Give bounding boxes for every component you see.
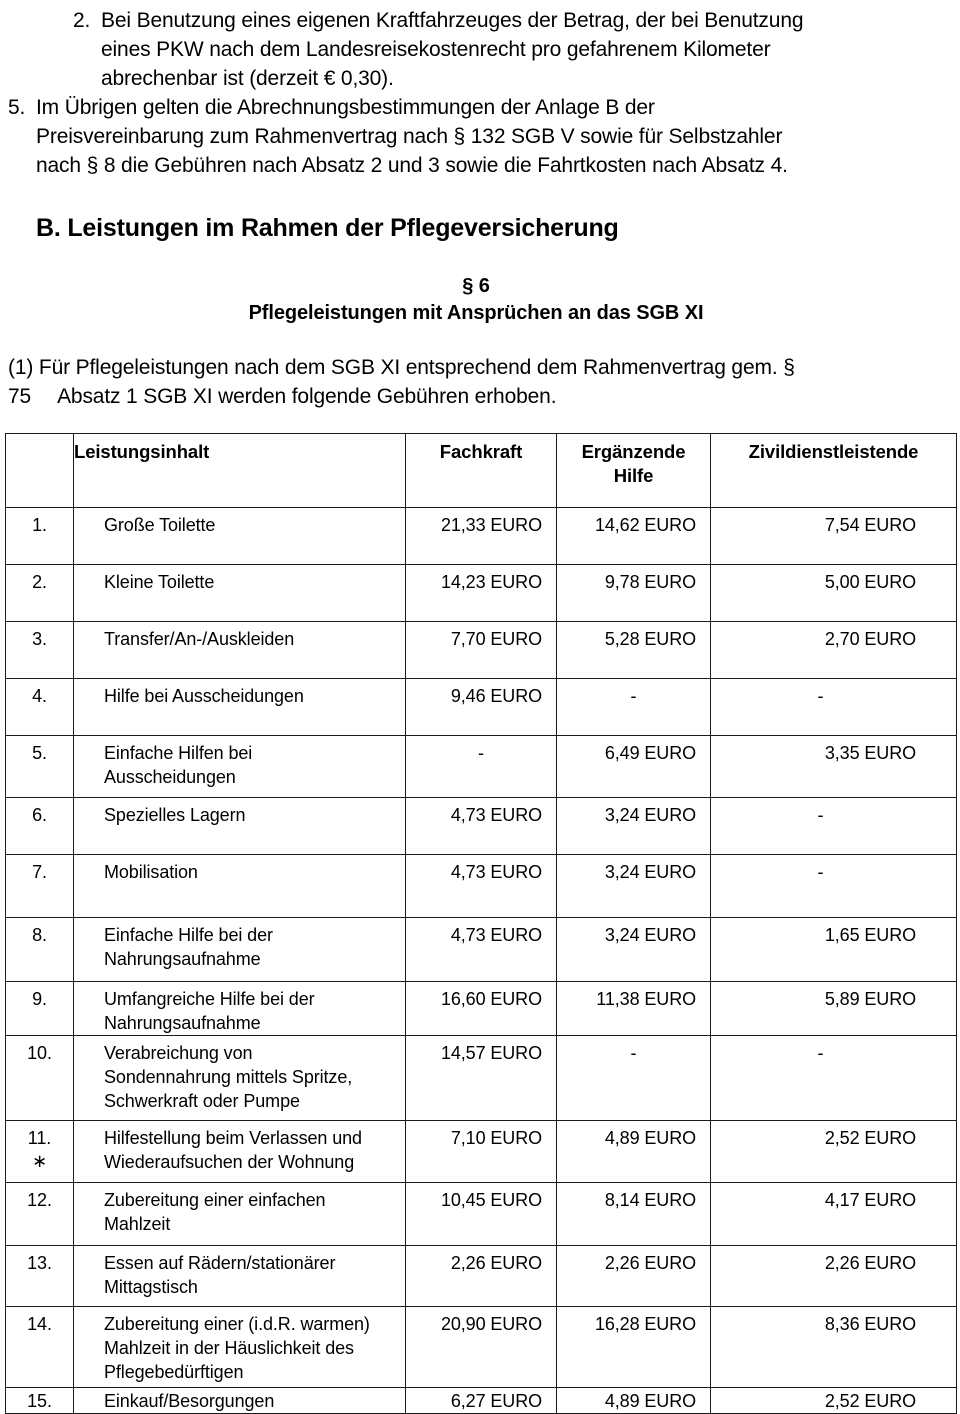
- cell-leistungsinhalt-line: Schwerkraft oder Pumpe: [104, 1091, 300, 1111]
- cell-leistungsinhalt-line: Ausscheidungen: [104, 767, 236, 787]
- cell-leistungsinhalt-line: Hilfestellung beim Verlassen und: [104, 1128, 362, 1148]
- cell-leistungsinhalt: [74, 1388, 406, 1414]
- cell-index-value: 13.: [27, 1253, 52, 1273]
- cell-index: [6, 1036, 74, 1121]
- column-header-leistungsinhalt: Leistungsinhalt: [74, 434, 406, 508]
- cell-fachkraft-value: 4,73 EURO: [406, 798, 557, 855]
- cell-ergaenzende-value: 2,26 EURO: [557, 1246, 711, 1307]
- column-header-ergaenzende-hilfe-line1: Ergänzende: [581, 441, 686, 462]
- cell-zivildienst-value: -: [711, 855, 957, 918]
- cell-fachkraft-value: 14,57 EURO: [406, 1036, 557, 1121]
- cell-leistungsinhalt-line: Zubereitung einer (i.d.R. warmen): [104, 1314, 370, 1334]
- intro-item: [0, 93, 960, 180]
- cell-leistungsinhalt-line: Große Toilette: [104, 515, 216, 535]
- table-row: [6, 1246, 957, 1307]
- cell-zivildienst-value: -: [711, 1036, 957, 1121]
- table-row: [6, 1307, 957, 1388]
- cell-leistungsinhalt: [74, 679, 406, 736]
- cell-index: [6, 798, 74, 855]
- cell-zivildienst-value: 5,00 EURO: [711, 565, 957, 622]
- cell-zivildienst-value: -: [711, 679, 957, 736]
- cell-index-value: 7.: [32, 862, 47, 882]
- cell-index-value: 15.: [27, 1391, 52, 1411]
- fee-table-container: [0, 433, 960, 1414]
- cell-zivildienst-value: 2,26 EURO: [711, 1246, 957, 1307]
- cell-index: [6, 1307, 74, 1388]
- table-row: [6, 1036, 957, 1121]
- cell-leistungsinhalt: [74, 622, 406, 679]
- cell-ergaenzende-value: 5,28 EURO: [557, 622, 711, 679]
- cell-leistungsinhalt-line: Spezielles Lagern: [104, 805, 246, 825]
- cell-leistungsinhalt-line: Hilfe bei Ausscheidungen: [104, 686, 304, 706]
- cell-zivildienst-value: 1,65 EURO: [711, 918, 957, 982]
- cell-zivildienst-value: 3,35 EURO: [711, 736, 957, 798]
- fee-table-body: [6, 508, 957, 1414]
- cell-index-value: 4.: [32, 686, 47, 706]
- cell-leistungsinhalt: [74, 565, 406, 622]
- cell-ergaenzende-value: 3,24 EURO: [557, 918, 711, 982]
- cell-leistungsinhalt-line: Umfangreiche Hilfe bei der: [104, 989, 315, 1009]
- cell-index: [6, 1121, 74, 1183]
- paragraph-subtitle: Pflegeleistungen mit Ansprüchen an das SGB XI: [248, 302, 704, 324]
- intro-item-line: nach § 8 die Gebühren nach Absatz 2 und 3 sowie die Fahrtkosten nach Absatz 4.: [36, 154, 788, 177]
- table-row: [6, 622, 957, 679]
- fee-table: [5, 433, 957, 1414]
- cell-leistungsinhalt: [74, 1121, 406, 1183]
- table-row: [6, 508, 957, 565]
- cell-leistungsinhalt: [74, 508, 406, 565]
- cell-leistungsinhalt-line: Kleine Toilette: [104, 572, 215, 592]
- lead-line-2-marker: 75: [8, 385, 32, 408]
- cell-index: [6, 736, 74, 798]
- cell-ergaenzende-value: 16,28 EURO: [557, 1307, 711, 1388]
- cell-ergaenzende-value: 3,24 EURO: [557, 855, 711, 918]
- cell-index: [6, 1246, 74, 1307]
- cell-index: [6, 855, 74, 918]
- cell-leistungsinhalt-line: Zubereitung einer einfachen: [104, 1190, 326, 1210]
- table-row: [6, 1183, 957, 1246]
- intro-item: [0, 6, 960, 93]
- cell-ergaenzende-value: 6,49 EURO: [557, 736, 711, 798]
- fee-table-head: [6, 434, 957, 508]
- table-row: [6, 736, 957, 798]
- cell-zivildienst-value: 2,52 EURO: [711, 1121, 957, 1183]
- intro-item-body: [101, 6, 960, 93]
- cell-leistungsinhalt-line: Einkauf/Besorgungen: [104, 1391, 275, 1411]
- cell-index: [6, 918, 74, 982]
- cell-fachkraft-value: 6,27 EURO: [406, 1388, 557, 1414]
- intro-item-line: Im Übrigen gelten die Abrechnungsbestimmungen der Anlage B der: [36, 96, 655, 119]
- cell-leistungsinhalt-line: Mittagstisch: [104, 1277, 198, 1297]
- cell-leistungsinhalt-line: Verabreichung von: [104, 1043, 253, 1063]
- cell-leistungsinhalt: [74, 982, 406, 1036]
- intro-item-body: [36, 93, 960, 180]
- cell-index-value: 10.: [27, 1043, 52, 1063]
- cell-zivildienst-value: 2,70 EURO: [711, 622, 957, 679]
- table-header-row: [6, 434, 957, 508]
- cell-index: [6, 565, 74, 622]
- cell-leistungsinhalt: [74, 1183, 406, 1246]
- table-row: [6, 565, 957, 622]
- cell-leistungsinhalt-line: Mobilisation: [104, 862, 198, 882]
- cell-index: [6, 1183, 74, 1246]
- intro-item-marker: 2.: [73, 9, 91, 32]
- cell-index-value: 12.: [27, 1190, 52, 1210]
- cell-index-value: 5.: [32, 743, 47, 763]
- table-row: [6, 679, 957, 736]
- cell-fachkraft-value: 7,10 EURO: [406, 1121, 557, 1183]
- intro-item-line: Bei Benutzung eines eigenen Kraftfahrzeuges der Betrag, der bei Benutzung: [101, 9, 804, 32]
- cell-fachkraft-value: 10,45 EURO: [406, 1183, 557, 1246]
- cell-zivildienst-value: 4,17 EURO: [711, 1183, 957, 1246]
- lead-line-1: (1) Für Pflegeleistungen nach dem SGB XI entsprechend dem Rahmenvertrag gem. §: [8, 356, 795, 379]
- cell-index: [6, 508, 74, 565]
- column-header-zivildienstleistende: Zivildienstleistende: [711, 434, 957, 508]
- cell-index-value: 1.: [32, 515, 47, 535]
- section-title: B. Leistungen im Rahmen der Pflegeversicherung: [36, 214, 619, 242]
- cell-fachkraft-value: 21,33 EURO: [406, 508, 557, 565]
- cell-zivildienst-value: -: [711, 798, 957, 855]
- column-header-fachkraft: Fachkraft: [406, 434, 557, 508]
- cell-leistungsinhalt: [74, 1246, 406, 1307]
- table-row: [6, 855, 957, 918]
- intro-item-line: abrechenbar ist (derzeit € 0,30).: [101, 67, 394, 90]
- cell-zivildienst-value: 7,54 EURO: [711, 508, 957, 565]
- cell-zivildienst-value: 5,89 EURO: [711, 982, 957, 1036]
- cell-fachkraft-value: 2,26 EURO: [406, 1246, 557, 1307]
- cell-index-value: 9.: [32, 989, 47, 1009]
- cell-fachkraft-value: 20,90 EURO: [406, 1307, 557, 1388]
- table-row: [6, 918, 957, 982]
- paragraph-heading: [0, 273, 960, 327]
- cell-index-value: 6.: [32, 805, 47, 825]
- cell-fachkraft-value: 4,73 EURO: [406, 918, 557, 982]
- cell-leistungsinhalt-line: Sondennahrung mittels Spritze,: [104, 1067, 353, 1087]
- paragraph-number: § 6: [462, 275, 490, 297]
- cell-fachkraft-value: 14,23 EURO: [406, 565, 557, 622]
- column-header-ergaenzende-hilfe-line2: Hilfe: [613, 465, 654, 486]
- cell-leistungsinhalt-line: Wiederaufsuchen der Wohnung: [104, 1152, 355, 1172]
- cell-leistungsinhalt: [74, 1036, 406, 1121]
- cell-index: [6, 679, 74, 736]
- cell-leistungsinhalt: [74, 798, 406, 855]
- cell-leistungsinhalt-line: Essen auf Rädern/stationärer: [104, 1253, 336, 1273]
- column-header-index: [6, 434, 74, 508]
- cell-leistungsinhalt: [74, 855, 406, 918]
- cell-ergaenzende-value: 8,14 EURO: [557, 1183, 711, 1246]
- cell-leistungsinhalt-line: Nahrungsaufnahme: [104, 1013, 261, 1033]
- cell-zivildienst-value: 2,52 EURO: [711, 1388, 957, 1414]
- cell-leistungsinhalt: [74, 918, 406, 982]
- intro-item-line: Preisvereinbarung zum Rahmenvertrag nach § 132 SGB V sowie für Selbstzahler: [36, 125, 783, 148]
- column-header-ergaenzende-hilfe: [557, 434, 711, 508]
- cell-zivildienst-value: 8,36 EURO: [711, 1307, 957, 1388]
- intro-paragraph-list: [0, 0, 960, 180]
- cell-fachkraft-value: 16,60 EURO: [406, 982, 557, 1036]
- table-row: [6, 982, 957, 1036]
- cell-ergaenzende-value: 4,89 EURO: [557, 1121, 711, 1183]
- cell-leistungsinhalt-line: Mahlzeit in der Häuslichkeit des: [104, 1338, 354, 1358]
- cell-ergaenzende-value: 3,24 EURO: [557, 798, 711, 855]
- table-row: [6, 798, 957, 855]
- cell-index: [6, 1388, 74, 1414]
- cell-index-value: 8.: [32, 925, 47, 945]
- cell-leistungsinhalt-line: Einfache Hilfe bei der: [104, 925, 273, 945]
- cell-fachkraft-value: 9,46 EURO: [406, 679, 557, 736]
- cell-ergaenzende-value: 11,38 EURO: [557, 982, 711, 1036]
- table-row: [6, 1121, 957, 1183]
- cell-leistungsinhalt-line: Pflegebedürftigen: [104, 1362, 244, 1382]
- cell-leistungsinhalt-line: Nahrungsaufnahme: [104, 949, 261, 969]
- cell-leistungsinhalt-line: Einfache Hilfen bei: [104, 743, 253, 763]
- lead-paragraph: [0, 353, 960, 411]
- table-row: [6, 1388, 957, 1414]
- cell-index-value: 3.: [32, 629, 47, 649]
- intro-item-marker: 5.: [8, 96, 26, 119]
- cell-ergaenzende-value: -: [557, 1036, 711, 1121]
- cell-ergaenzende-value: 9,78 EURO: [557, 565, 711, 622]
- cell-leistungsinhalt: [74, 736, 406, 798]
- cell-leistungsinhalt-line: Transfer/An-/Auskleiden: [104, 629, 295, 649]
- lead-line-2: [8, 382, 960, 411]
- cell-fachkraft-value: 7,70 EURO: [406, 622, 557, 679]
- lead-line-2-text: Absatz 1 SGB XI werden folgende Gebühren erhoben.: [57, 385, 557, 408]
- cell-ergaenzende-value: -: [557, 679, 711, 736]
- cell-index: [6, 622, 74, 679]
- cell-index-value: 14.: [27, 1314, 52, 1334]
- footnote-asterisk: ∗: [32, 1151, 47, 1171]
- cell-fachkraft-value: 4,73 EURO: [406, 855, 557, 918]
- cell-leistungsinhalt-line: Mahlzeit: [104, 1214, 171, 1234]
- cell-ergaenzende-value: 14,62 EURO: [557, 508, 711, 565]
- cell-leistungsinhalt: [74, 1307, 406, 1388]
- intro-item-line: eines PKW nach dem Landesreisekostenrecht pro gefahrenem Kilometer: [101, 38, 771, 61]
- cell-fachkraft-value: -: [406, 736, 557, 798]
- cell-index-value: 11.: [27, 1128, 52, 1148]
- cell-ergaenzende-value: 4,89 EURO: [557, 1388, 711, 1414]
- cell-index: [6, 982, 74, 1036]
- cell-index-value: 2.: [32, 572, 47, 592]
